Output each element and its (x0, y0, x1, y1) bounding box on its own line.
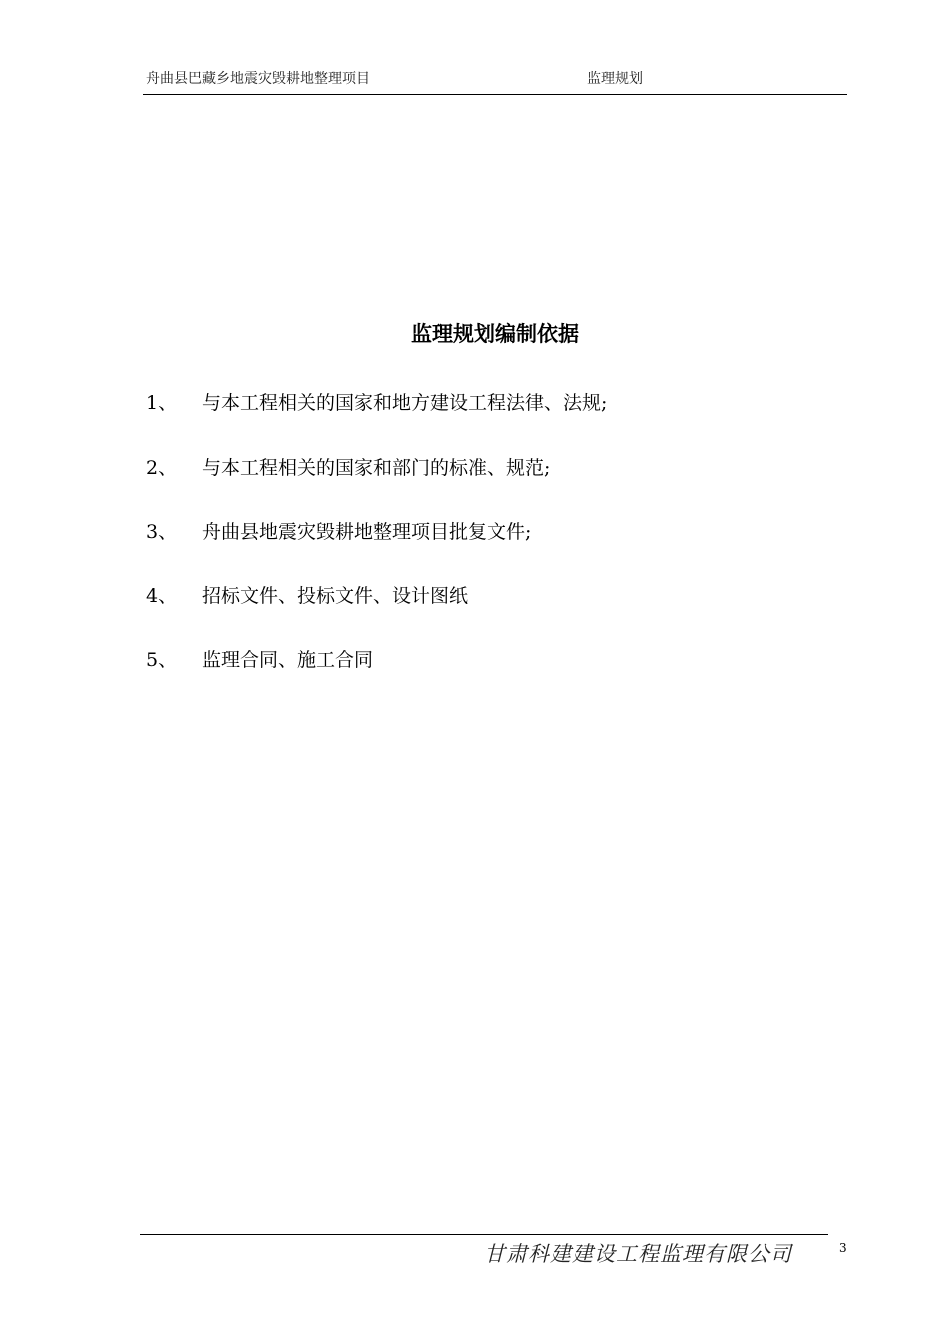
list-item-text: 舟曲县地震灾毁耕地整理项目批复文件; (202, 521, 532, 543)
footer-divider (140, 1234, 828, 1235)
list-item (146, 453, 550, 480)
header-project-name: 舟曲县巴藏乡地震灾毁耕地整理项目 (146, 71, 370, 87)
list-item (146, 645, 373, 672)
header-section-name: 监理规划 (587, 71, 643, 87)
list-item (146, 517, 531, 544)
footer-company-name: 甘肃科建建设工程监理有限公司 (484, 1242, 792, 1266)
list-item (146, 388, 607, 415)
list-item-text: 招标文件、投标文件、设计图纸 (202, 585, 469, 607)
list-item (146, 581, 468, 608)
list-item-number: 5、 (146, 649, 178, 671)
list-item-number: 3、 (146, 521, 178, 543)
page-header (143, 66, 847, 95)
list-item-text: 监理合同、施工合同 (202, 649, 374, 671)
page-number: 3 (839, 1241, 847, 1255)
document-title: 监理规划编制依据 (411, 322, 579, 346)
list-item-number: 2、 (146, 457, 178, 479)
list-item-number: 1、 (146, 392, 178, 414)
list-item-text: 与本工程相关的国家和地方建设工程法律、法规; (202, 392, 608, 414)
list-item-number: 4、 (146, 585, 178, 607)
list-item-text: 与本工程相关的国家和部门的标准、规范; (202, 457, 551, 479)
